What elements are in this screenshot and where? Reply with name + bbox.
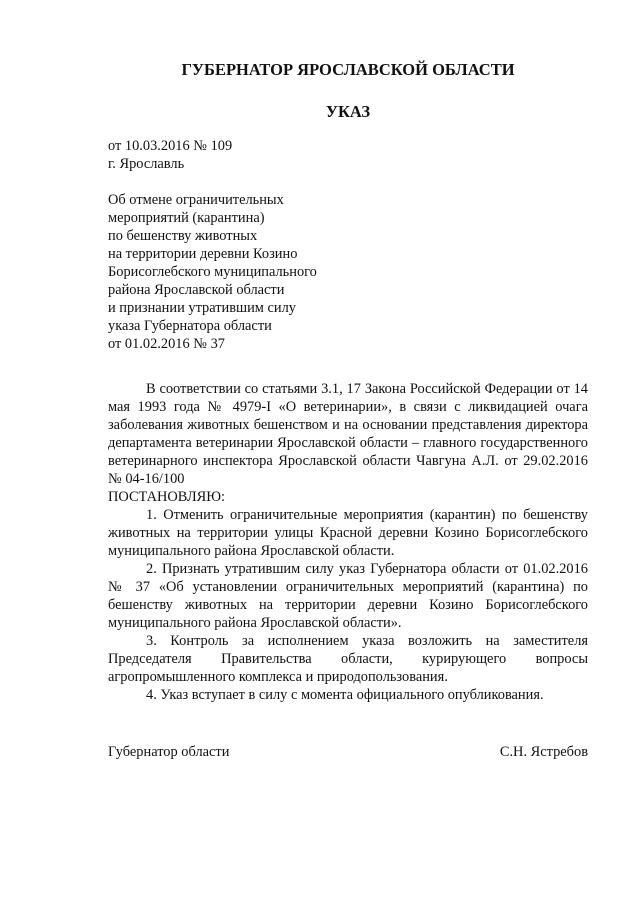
subject-line: Борисоглебского муниципального bbox=[108, 264, 317, 280]
decree-item: 4. Указ вступает в силу с момента официального опубликования. bbox=[146, 687, 544, 703]
subject-line: и признании утратившим силу bbox=[108, 300, 296, 316]
signatory-name: С.Н. Ястребов bbox=[499, 744, 588, 760]
subject-line: по бешенству животных bbox=[108, 228, 258, 244]
date-number: от 10.03.2016 № 109 bbox=[108, 138, 233, 154]
subject-line: на территории деревни Козино bbox=[108, 246, 298, 262]
decree-item: 1. Отменить ограничительные мероприятия (карантин) по бешенству животных на территории улицы Красной деревни Козино Борисоглебского муниципального района Ярославской области. bbox=[108, 507, 588, 559]
decree-item: 2. Признать утратившим силу указ Губернатора области от 01.02.2016 № 37 «Об установлении ограничительных мероприятий (карантина) по бешенству животных на территории деревни Козино Борисоглебского муниципального района Ярославской области». bbox=[108, 561, 588, 631]
decree-item: 3. Контроль за исполнением указа возложить на заместителя Председателя Правительства области, курирующего вопросы агропромышленного комплекса и природопользования. bbox=[108, 633, 588, 685]
document-subject bbox=[108, 191, 317, 353]
document-meta bbox=[108, 137, 232, 173]
subject-line: мероприятий (карантина) bbox=[108, 210, 265, 226]
preamble-paragraph: В соответствии со статьями 3.1, 17 Закона Российской Федерации от 14 мая 1993 года № 4979-I «О ветеринарии», в связи с ликвидацией очага заболевания животных бешенством и на основании представления директора департамента ветеринарии Ярославской области – главного государственного ветеринарного инспектора Ярославской области Чавгуна А.Л. от 29.02.2016 № 04-16/100 bbox=[108, 381, 588, 487]
subject-line: Об отмене ограничительных bbox=[108, 192, 284, 208]
document-type: УКАЗ bbox=[325, 102, 371, 121]
document-body bbox=[108, 380, 588, 704]
decree-word: ПОСТАНОВЛЯЮ: bbox=[108, 489, 226, 505]
place: г. Ярославль bbox=[108, 156, 185, 172]
subject-line: указа Губернатора области bbox=[108, 318, 272, 334]
subject-line: района Ярославской области bbox=[108, 282, 285, 298]
issuer-title: ГУБЕРНАТОР ЯРОСЛАВСКОЙ ОБЛАСТИ bbox=[181, 60, 515, 79]
subject-line: от 01.02.2016 № 37 bbox=[108, 336, 225, 352]
signatory-position: Губернатор области bbox=[108, 744, 230, 760]
